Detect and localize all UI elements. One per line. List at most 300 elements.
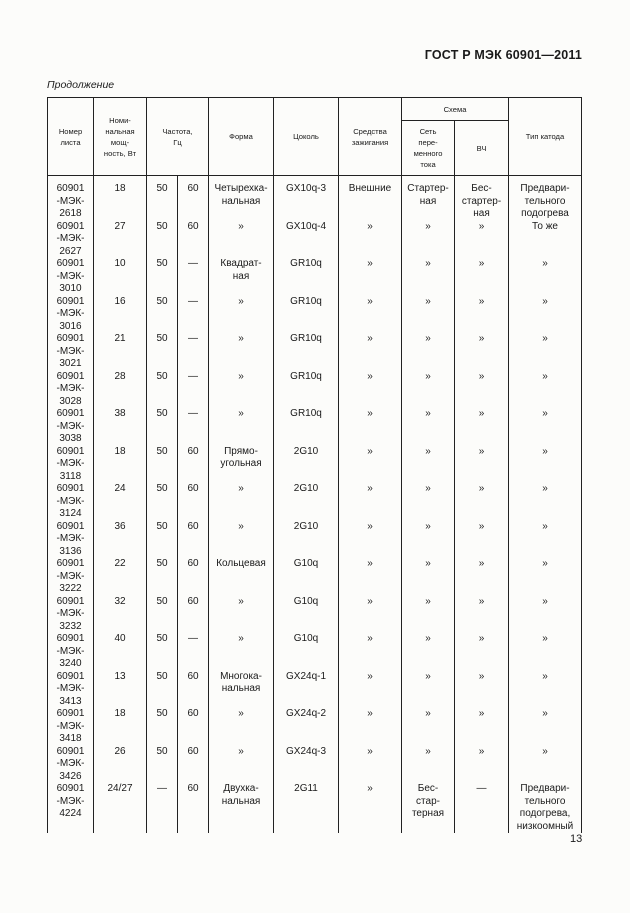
sheet-number-cell (48, 483, 94, 521)
cell-line: » (478, 520, 485, 532)
cell-line: » (425, 745, 431, 757)
sheet-number-cell (48, 446, 94, 484)
cell-line: -МЭК- (56, 720, 85, 732)
cell-line: » (425, 220, 431, 232)
shape-cell (209, 333, 274, 371)
cell-line: » (478, 670, 485, 682)
cell-line: » (542, 558, 548, 569)
header-base: Цоколь (274, 98, 339, 176)
hf-scheme-cell (455, 783, 509, 833)
freq-60-cell: — (178, 333, 209, 371)
base-cell: 2G10 (274, 446, 339, 484)
cell-line: 3232 (59, 620, 82, 632)
cathode-cell (509, 783, 582, 833)
cell-line: -МЭК- (56, 270, 85, 282)
freq-50-cell: 50 (147, 671, 178, 709)
cathode-cell (509, 521, 582, 559)
base-cell: GX10q-3 (274, 176, 339, 221)
power-cell: 10 (94, 258, 147, 296)
cell-line: 60901 (56, 745, 85, 757)
ignition-cell: » (339, 258, 402, 296)
cell-line: Предвари- (520, 183, 570, 194)
cell-line: » (478, 558, 485, 569)
header-scheme: Схема (402, 98, 509, 121)
sheet-number-cell (48, 558, 94, 596)
power-cell: 18 (94, 176, 147, 221)
cell-line: » (425, 708, 431, 719)
freq-50-cell: 50 (147, 258, 178, 296)
cell-line: » (478, 408, 485, 419)
shape-cell (209, 746, 274, 784)
base-cell: GR10q (274, 258, 339, 296)
table-row (48, 296, 582, 334)
ac-scheme-cell (402, 521, 455, 559)
cell-line: » (425, 595, 431, 607)
power-cell: 26 (94, 746, 147, 784)
sheet-number-cell (48, 221, 94, 259)
ignition-cell: » (339, 783, 402, 833)
table-row (48, 371, 582, 409)
cell-line: » (238, 370, 244, 382)
hf-scheme-cell (455, 708, 509, 746)
cell-line: 3028 (59, 395, 82, 407)
ac-scheme-cell (402, 558, 455, 596)
sheet-number-cell (48, 521, 94, 559)
cell-line: подогрева, (519, 808, 571, 819)
freq-50-cell: 50 (147, 333, 178, 371)
cell-line: 60901 (56, 783, 85, 794)
header-cathode: Тип катода (509, 98, 582, 176)
hf-scheme-cell (455, 176, 509, 221)
freq-60-cell: — (178, 633, 209, 671)
cathode-cell (509, 221, 582, 259)
cell-line: » (478, 333, 485, 344)
base-cell: G10q (274, 633, 339, 671)
cell-line: Средства (353, 126, 387, 136)
cathode-cell (509, 483, 582, 521)
freq-50-cell: 50 (147, 371, 178, 409)
power-cell: 24/27 (94, 783, 147, 833)
ac-scheme-cell (402, 408, 455, 446)
cell-line: 3124 (59, 508, 82, 519)
cell-line: » (478, 258, 485, 269)
cell-line: Стартер- (407, 183, 449, 194)
cell-line: » (425, 483, 431, 494)
freq-60-cell: — (178, 258, 209, 296)
base-cell: 2G10 (274, 521, 339, 559)
sheet-number-cell (48, 783, 94, 833)
cell-line: 3222 (59, 583, 82, 594)
cell-line: 3418 (59, 733, 82, 744)
freq-50-cell: 50 (147, 558, 178, 596)
cell-line: » (542, 520, 548, 532)
table-row (48, 258, 582, 296)
freq-60-cell: 60 (178, 783, 209, 833)
cell-line: стар- (416, 795, 440, 807)
freq-50-cell: 50 (147, 176, 178, 221)
table-header (48, 98, 582, 176)
table-row (48, 596, 582, 634)
cell-line: » (478, 483, 485, 494)
cell-line: низкоомный (516, 820, 574, 832)
freq-50-cell: 50 (147, 446, 178, 484)
freq-50-cell: 50 (147, 633, 178, 671)
sheet-number-cell (48, 596, 94, 634)
hf-scheme-cell (455, 408, 509, 446)
power-cell: 28 (94, 371, 147, 409)
freq-60-cell: 60 (178, 446, 209, 484)
cell-line: 60901 (56, 295, 85, 307)
cell-line: Прямо- (224, 445, 258, 457)
cell-line: -МЭК- (56, 570, 85, 582)
cell-line: » (238, 295, 244, 307)
hf-scheme-cell (455, 371, 509, 409)
cell-line: -МЭК- (56, 758, 85, 769)
cell-line: 60901 (56, 595, 85, 607)
ac-scheme-cell (402, 221, 455, 259)
shape-cell (209, 708, 274, 746)
cell-line: пере- (418, 138, 438, 147)
cell-line: нальная (221, 195, 261, 207)
cell-line: 4224 (59, 808, 82, 819)
base-cell: GX10q-4 (274, 221, 339, 259)
cell-line: Бес- (471, 183, 492, 194)
header-hf: ВЧ (455, 121, 509, 176)
cell-line: 60901 (56, 183, 85, 194)
header-frequency (147, 98, 209, 176)
cell-line: мощ- (110, 137, 130, 147)
power-cell: 18 (94, 446, 147, 484)
shape-cell (209, 671, 274, 709)
cell-line: 60901 (56, 258, 85, 269)
freq-50-cell: 50 (147, 408, 178, 446)
cell-line: » (542, 708, 548, 719)
continuation-label: Продолжение (47, 79, 115, 91)
cathode-cell (509, 258, 582, 296)
cell-line: 3021 (59, 358, 82, 369)
power-cell: 32 (94, 596, 147, 634)
cell-line: 60901 (56, 220, 85, 232)
cell-line: 60901 (56, 483, 85, 494)
cell-line: » (425, 670, 431, 682)
cell-line: » (425, 558, 431, 569)
hf-scheme-cell (455, 633, 509, 671)
freq-60-cell: 60 (178, 746, 209, 784)
cell-line: » (542, 483, 548, 494)
table-row (48, 446, 582, 484)
cathode-cell (509, 746, 582, 784)
hf-scheme-cell (455, 746, 509, 784)
table-row (48, 746, 582, 784)
ignition-cell: » (339, 633, 402, 671)
cell-line: 60901 (56, 520, 85, 532)
sheet-number-cell (48, 408, 94, 446)
shape-cell (209, 176, 274, 221)
cell-line: нальная (105, 126, 135, 136)
table-row (48, 708, 582, 746)
cell-line: » (425, 445, 431, 457)
base-cell: 2G10 (274, 483, 339, 521)
cathode-cell (509, 333, 582, 371)
header-ignition (339, 98, 402, 176)
cell-line: 2618 (59, 208, 82, 219)
header-shape: Форма (209, 98, 274, 176)
cell-line: 3240 (59, 658, 82, 669)
freq-50-cell: 50 (147, 483, 178, 521)
sheet-number-cell (48, 371, 94, 409)
power-cell: 38 (94, 408, 147, 446)
power-cell: 21 (94, 333, 147, 371)
freq-60-cell: — (178, 408, 209, 446)
shape-cell (209, 371, 274, 409)
ac-scheme-cell (402, 746, 455, 784)
cell-line: 60901 (56, 333, 85, 344)
cathode-cell (509, 408, 582, 446)
base-cell: GX24q-3 (274, 746, 339, 784)
freq-50-cell: 50 (147, 708, 178, 746)
cell-line: » (542, 633, 548, 644)
cell-line: 60901 (56, 408, 85, 419)
cell-line: стартер- (461, 195, 502, 207)
freq-60-cell: 60 (178, 176, 209, 221)
freq-50-cell: — (147, 783, 178, 833)
cell-line: 3413 (59, 695, 82, 707)
cell-line: » (542, 258, 548, 269)
freq-60-cell: 60 (178, 708, 209, 746)
cell-line: » (238, 483, 244, 494)
shape-cell (209, 296, 274, 334)
ac-scheme-cell (402, 176, 455, 221)
freq-50-cell: 50 (147, 221, 178, 259)
sheet-number-cell (48, 296, 94, 334)
shape-cell (209, 558, 274, 596)
base-cell: GR10q (274, 408, 339, 446)
ac-scheme-cell (402, 258, 455, 296)
cell-line: Многока- (220, 670, 262, 682)
sheet-number-cell (48, 708, 94, 746)
page-number: 13 (570, 833, 583, 845)
cell-line: — (476, 783, 487, 794)
ac-scheme-cell (402, 596, 455, 634)
cell-line: 3038 (59, 433, 82, 444)
lamp-table (47, 97, 582, 833)
sheet-number-cell (48, 633, 94, 671)
ac-scheme-cell (402, 633, 455, 671)
ac-scheme-cell (402, 333, 455, 371)
shape-cell (209, 521, 274, 559)
sheet-number-cell (48, 746, 94, 784)
ignition-cell: » (339, 483, 402, 521)
cell-line: » (425, 333, 431, 344)
cell-line: Гц (173, 137, 182, 147)
cell-line: 3426 (59, 770, 82, 782)
cell-line: 60901 (56, 708, 85, 719)
cell-line: » (542, 408, 548, 419)
cell-line: Номи- (109, 115, 131, 125)
cell-line: -МЭК- (56, 195, 85, 207)
cathode-cell (509, 446, 582, 484)
base-cell: GR10q (274, 296, 339, 334)
cathode-cell (509, 296, 582, 334)
cell-line: 3118 (59, 470, 82, 482)
cell-line: » (238, 595, 244, 607)
freq-50-cell: 50 (147, 746, 178, 784)
power-cell: 16 (94, 296, 147, 334)
table-row (48, 483, 582, 521)
shape-cell (209, 408, 274, 446)
base-cell: G10q (274, 558, 339, 596)
cell-line: подогрева (521, 208, 569, 219)
power-cell: 27 (94, 221, 147, 259)
cell-line: » (478, 220, 485, 232)
table-row (48, 521, 582, 559)
sheet-number-cell (48, 671, 94, 709)
ignition-cell: » (339, 558, 402, 596)
hf-scheme-cell (455, 596, 509, 634)
power-cell: 18 (94, 708, 147, 746)
cell-line: » (238, 520, 244, 532)
cell-line: » (425, 408, 431, 419)
power-cell: 40 (94, 633, 147, 671)
shape-cell (209, 783, 274, 833)
hf-scheme-cell (455, 483, 509, 521)
ignition-cell: » (339, 371, 402, 409)
cell-line: менного (413, 149, 443, 158)
cell-line: » (238, 333, 244, 344)
cell-line: » (478, 633, 485, 644)
cell-line: » (238, 708, 244, 719)
cell-line: тока (420, 160, 436, 169)
shape-cell (209, 258, 274, 296)
cell-line: -МЭК- (56, 683, 85, 694)
cell-line: » (425, 633, 431, 644)
shape-cell (209, 446, 274, 484)
header-sheet (48, 98, 94, 176)
cell-line: Предвари- (520, 783, 570, 794)
cell-line: -МЭК- (56, 420, 85, 432)
standard-header: ГОСТ Р МЭК 60901—2011 (424, 48, 582, 62)
power-cell: 36 (94, 521, 147, 559)
freq-50-cell: 50 (147, 521, 178, 559)
cathode-cell (509, 596, 582, 634)
cell-line: » (542, 595, 548, 607)
table-row (48, 558, 582, 596)
cell-line: 60901 (56, 558, 85, 569)
cell-line: » (425, 258, 431, 269)
cell-line: » (238, 220, 244, 232)
cathode-cell (509, 708, 582, 746)
cell-line: 60901 (56, 370, 85, 382)
table-row (48, 671, 582, 709)
hf-scheme-cell (455, 258, 509, 296)
freq-50-cell: 50 (147, 596, 178, 634)
cell-line: 3016 (59, 320, 82, 332)
ignition-cell: Внешние (339, 176, 402, 221)
hf-scheme-cell (455, 521, 509, 559)
cell-line: -МЭК- (56, 795, 85, 807)
cathode-cell (509, 671, 582, 709)
ignition-cell: » (339, 296, 402, 334)
ignition-cell: » (339, 746, 402, 784)
cathode-cell (509, 558, 582, 596)
cell-line: 60901 (56, 633, 85, 644)
cell-line: Кольцевая (216, 558, 266, 569)
shape-cell (209, 483, 274, 521)
base-cell: GR10q (274, 371, 339, 409)
base-cell: G10q (274, 596, 339, 634)
cell-line: ная (419, 195, 437, 207)
sheet-number-cell (48, 176, 94, 221)
cathode-cell (509, 633, 582, 671)
table-row (48, 783, 582, 833)
cell-line: листа (60, 137, 81, 147)
shape-cell (209, 596, 274, 634)
cell-line: То же (532, 220, 558, 232)
hf-scheme-cell (455, 296, 509, 334)
table-row (48, 633, 582, 671)
freq-50-cell: 50 (147, 296, 178, 334)
cell-line: Квадрат- (220, 258, 262, 269)
base-cell: GX24q-1 (274, 671, 339, 709)
power-cell: 24 (94, 483, 147, 521)
header-ac-mains (402, 121, 455, 176)
cell-line: » (542, 745, 548, 757)
base-cell: GX24q-2 (274, 708, 339, 746)
cell-line: » (478, 445, 485, 457)
cell-line: -МЭК- (56, 495, 85, 507)
ac-scheme-cell (402, 371, 455, 409)
cell-line: 3136 (59, 545, 82, 557)
cell-line: -МЭК- (56, 308, 85, 319)
freq-60-cell: 60 (178, 671, 209, 709)
cell-line: нальная (221, 683, 261, 694)
power-cell: 22 (94, 558, 147, 596)
cell-line: -МЭК- (56, 345, 85, 357)
cell-line: » (425, 520, 431, 532)
cathode-cell (509, 176, 582, 221)
cell-line: 60901 (56, 445, 85, 457)
ignition-cell: » (339, 671, 402, 709)
cell-line: ная (473, 208, 490, 219)
freq-60-cell: — (178, 296, 209, 334)
cell-line: » (478, 370, 485, 382)
cell-line: -МЭК- (56, 458, 85, 469)
ignition-cell: » (339, 333, 402, 371)
cell-line: » (238, 408, 244, 419)
hf-scheme-cell (455, 671, 509, 709)
cell-line: -МЭК- (56, 533, 85, 544)
hf-scheme-cell (455, 558, 509, 596)
cell-line: » (542, 295, 548, 307)
cell-line: » (542, 370, 548, 382)
ac-scheme-cell (402, 296, 455, 334)
sheet-number-cell (48, 333, 94, 371)
cell-line: -МЭК- (56, 233, 85, 244)
ignition-cell: » (339, 708, 402, 746)
cell-line: » (478, 295, 485, 307)
cell-line: » (542, 333, 548, 344)
cell-line: » (238, 633, 244, 644)
cell-line: тельного (524, 795, 566, 807)
ac-scheme-cell (402, 708, 455, 746)
cell-line: » (238, 745, 244, 757)
cell-line: -МЭК- (56, 608, 85, 619)
ac-scheme-cell (402, 483, 455, 521)
ignition-cell: » (339, 221, 402, 259)
cell-line: 2627 (59, 245, 82, 257)
cell-line: » (542, 445, 548, 457)
cell-line: » (425, 295, 431, 307)
